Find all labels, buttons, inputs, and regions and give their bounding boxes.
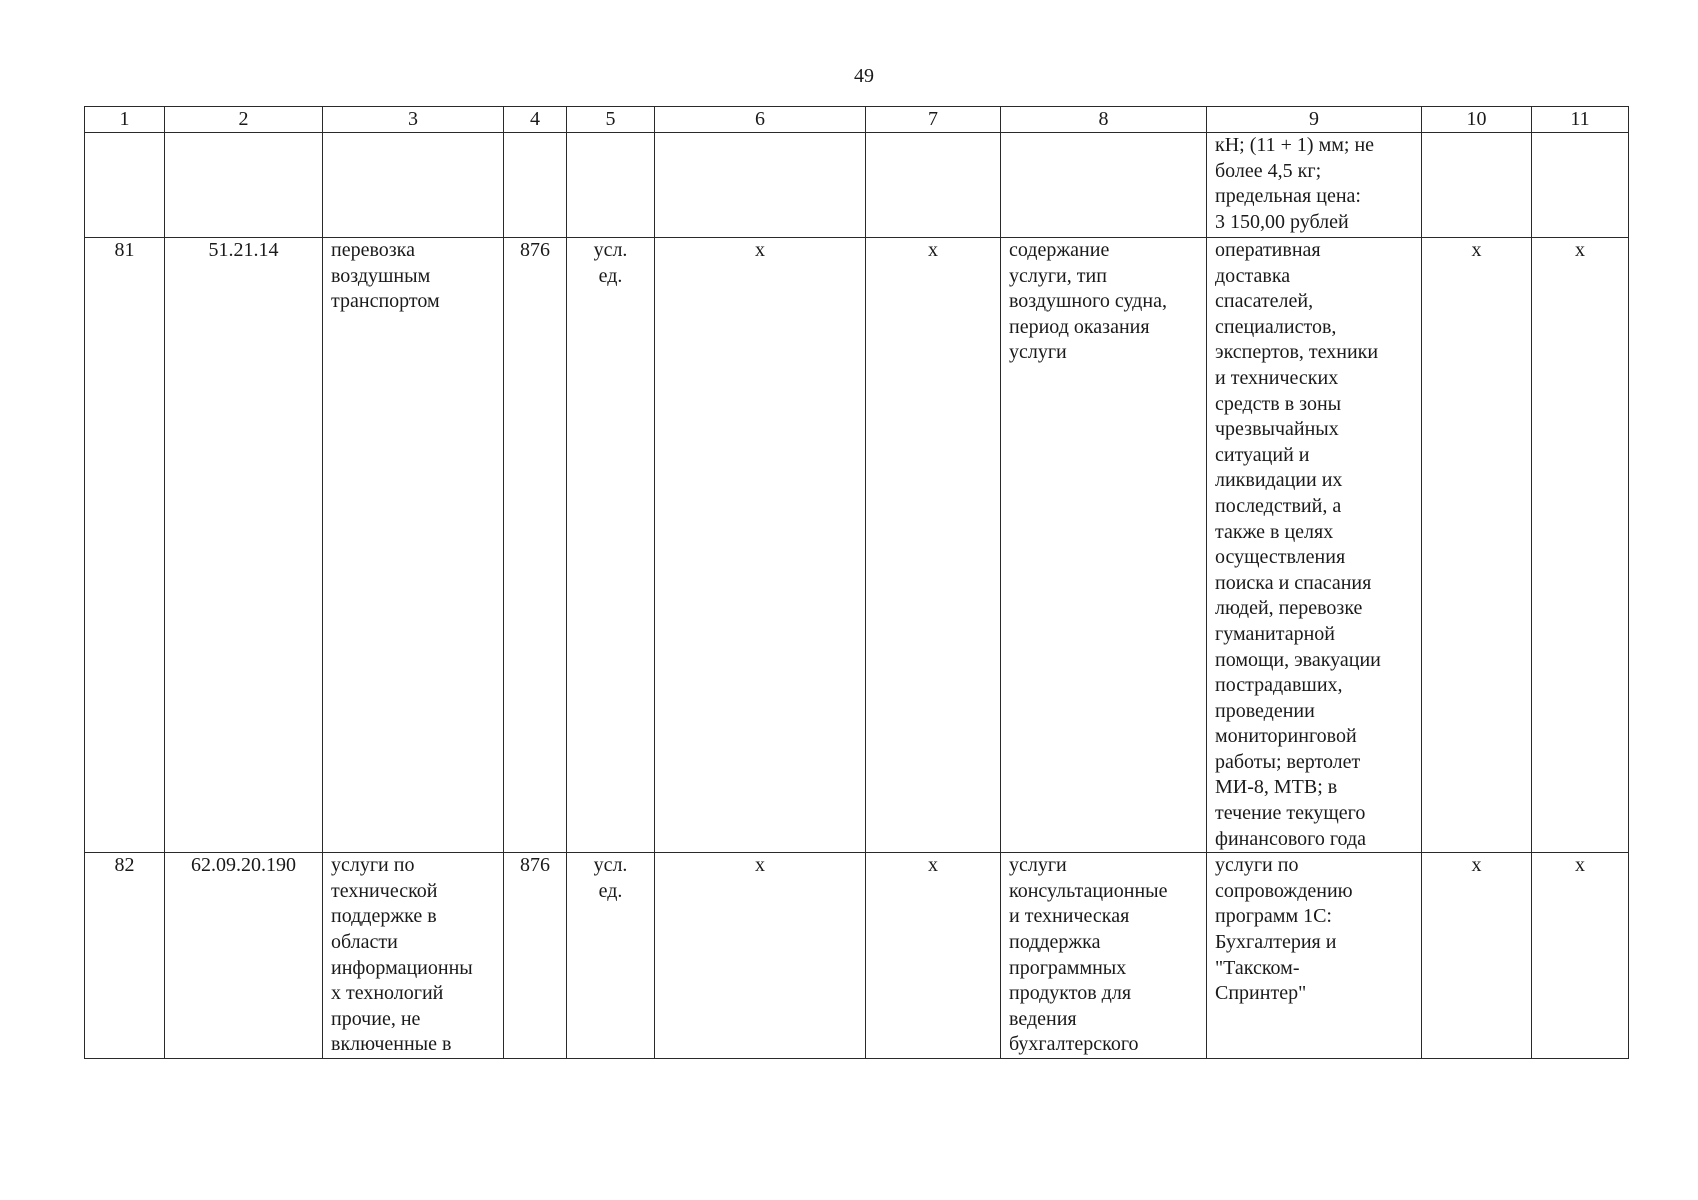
row-number-cell: 81: [85, 238, 165, 853]
empty-cell: [323, 133, 504, 238]
empty-cell: [567, 133, 655, 238]
header-cell-10: 10: [1422, 107, 1532, 133]
empty-cell: [655, 133, 866, 238]
col11-cell: х: [1532, 238, 1629, 853]
characteristic-name-text: содержание услуги, тип воздушного судна, период оказания услуги: [1009, 239, 1167, 364]
characteristic-value-text: услуги по сопровождению программ 1С: Бухгалтерия и "Такском- Спринтер": [1215, 854, 1353, 1005]
header-cell-8: 8: [1001, 107, 1207, 133]
continuation-characteristics-text: кН; (11 + 1) мм; не более 4,5 кг; предельная цена: 3 150,00 рублей: [1215, 134, 1375, 233]
header-cell-4: 4: [504, 107, 567, 133]
unit-code-cell: 876: [504, 853, 567, 1059]
header-cell-9: 9: [1207, 107, 1422, 133]
unit-text: усл. ед.: [593, 854, 628, 902]
unit-text: усл. ед.: [593, 239, 628, 287]
continuation-row: [85, 133, 1629, 238]
header-cell-11: 11: [1532, 107, 1629, 133]
document-table: [84, 106, 1629, 1059]
row-number-cell: 82: [85, 853, 165, 1059]
empty-cell: [1532, 133, 1629, 238]
header-cell-3: 3: [323, 107, 504, 133]
col11-cell: х: [1532, 853, 1629, 1059]
empty-cell: [1422, 133, 1532, 238]
col6-cell: х: [655, 238, 866, 853]
characteristic-name-cell: [1001, 238, 1207, 853]
table-row: [85, 238, 1629, 853]
characteristic-name-cell: [1001, 853, 1207, 1059]
item-name-text: услуги по технической поддержке в области информационны х технологий прочие, не включенные в: [331, 854, 473, 1056]
characteristic-name-text: услуги консультационные и техническая поддержка программных продуктов для ведения бухгалтерского: [1009, 854, 1168, 1056]
col10-cell: х: [1422, 853, 1532, 1059]
item-name-text: перевозка воздушным транспортом: [331, 239, 440, 313]
header-cell-5: 5: [567, 107, 655, 133]
header-cell-1: 1: [85, 107, 165, 133]
empty-cell: [504, 133, 567, 238]
header-cell-7: 7: [866, 107, 1001, 133]
okpd-code-cell: 51.21.14: [165, 238, 323, 853]
col7-cell: х: [866, 238, 1001, 853]
table-row: [85, 853, 1629, 1059]
unit-code-cell: 876: [504, 238, 567, 853]
header-cell-6: 6: [655, 107, 866, 133]
continuation-characteristics-cell: [1207, 133, 1422, 238]
page-number: 49: [854, 65, 874, 87]
table-header-row: [85, 107, 1629, 133]
item-name-cell: [323, 853, 504, 1059]
characteristic-value-cell: [1207, 853, 1422, 1059]
unit-cell: [567, 238, 655, 853]
col7-cell: х: [866, 853, 1001, 1059]
characteristic-value-cell: [1207, 238, 1422, 853]
empty-cell: [85, 133, 165, 238]
empty-cell: [866, 133, 1001, 238]
header-cell-2: 2: [165, 107, 323, 133]
col6-cell: х: [655, 853, 866, 1059]
col10-cell: х: [1422, 238, 1532, 853]
unit-cell: [567, 853, 655, 1059]
characteristic-value-text: оперативная доставка спасателей, специалистов, экспертов, техники и технических средств в зоны чрезвычайных ситуаций и ликвидации их последствий, а также в целях осуществления поиска и спасания людей, перевозке гуманитарной помощи, эвакуации пострадавших, проведении мониторинговой работы; вертолет МИ-8, МТВ; в течение текущего финансового года: [1215, 239, 1381, 850]
empty-cell: [165, 133, 323, 238]
item-name-cell: [323, 238, 504, 853]
empty-cell: [1001, 133, 1207, 238]
okpd-code-cell: 62.09.20.190: [165, 853, 323, 1059]
